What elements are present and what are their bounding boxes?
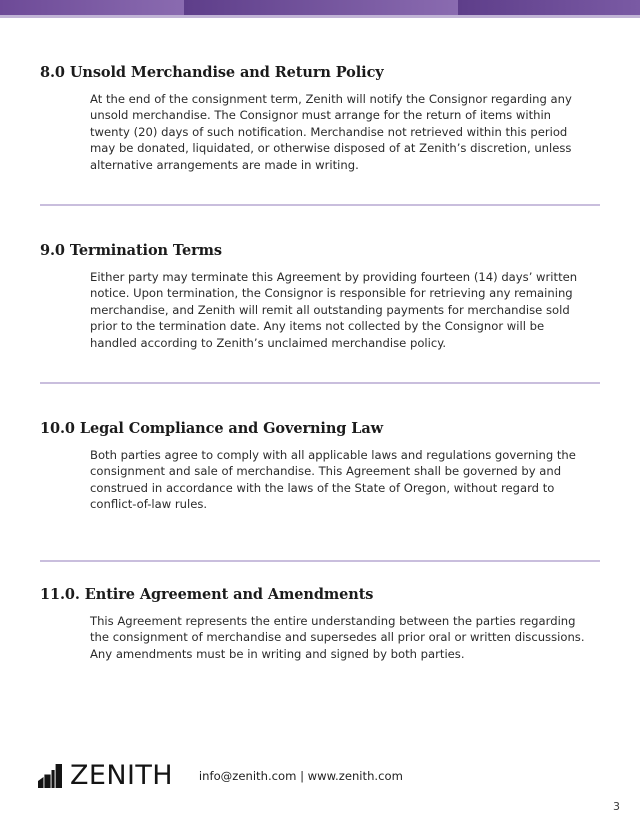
footer-contact-info: info@zenith.com | www.zenith.com <box>198 768 403 783</box>
section-9-heading: 9.0 Termination Terms <box>40 242 222 259</box>
section-10-heading: 10.0 Legal Compliance and Governing Law <box>40 420 384 437</box>
section-9 <box>0 242 640 351</box>
section-10-body: Both parties agree to comply with all applicable laws and regulations governing the consignment and sale of merchandise. This Agreement shall be governed by and construed in accordance with the laws of the State of Oregon, without regard to conflict-of-law rules. <box>90 448 576 512</box>
section-divider-3 <box>40 560 600 562</box>
bar-chart-skyline-icon <box>38 763 66 789</box>
section-10 <box>0 420 640 513</box>
section-8 <box>0 64 640 173</box>
footer-brand-block <box>38 762 403 789</box>
section-divider-2 <box>40 382 600 384</box>
section-11-body: This Agreement represents the entire understanding between the parties regarding the consignment of merchandise and supersedes all prior oral or written discussions. Any amendments must be in writing and signed by both parties. <box>90 614 585 661</box>
section-8-heading: 8.0 Unsold Merchandise and Return Policy <box>40 64 384 81</box>
section-9-body: Either party may terminate this Agreement by providing fourteen (14) days’ written notice. Upon termination, the Consignor is responsible for retrieving any remaining merchandise, and Zenith will remit all outstanding payments for merchandise sold prior to the termination date. Any items not collected by the Consignor will be handled according to Zenith’s unclaimed merchandise policy. <box>90 270 578 350</box>
section-divider-1 <box>40 204 600 206</box>
banner-segment-2 <box>184 0 458 15</box>
page-footer <box>0 762 640 822</box>
document-page <box>0 18 640 828</box>
page-number: 3 <box>613 800 620 813</box>
banner-segment-3 <box>458 0 640 15</box>
top-decorative-banner <box>0 0 640 15</box>
section-11 <box>0 586 640 662</box>
brand-wordmark: ZENITH <box>70 760 173 791</box>
section-8-body: At the end of the consignment term, Zenith will notify the Consignor regarding any unsold merchandise. The Consignor must arrange for the return of items within twenty (20) days of such notification. Merchandise not retrieved within this period may be donated, liquidated, or otherwise disposed of at Zenith’s discretion, unless alternative arrangements are made in writing. <box>90 92 572 172</box>
banner-segment-1 <box>0 0 184 15</box>
section-11-heading: 11.0. Entire Agreement and Amendments <box>40 586 374 603</box>
